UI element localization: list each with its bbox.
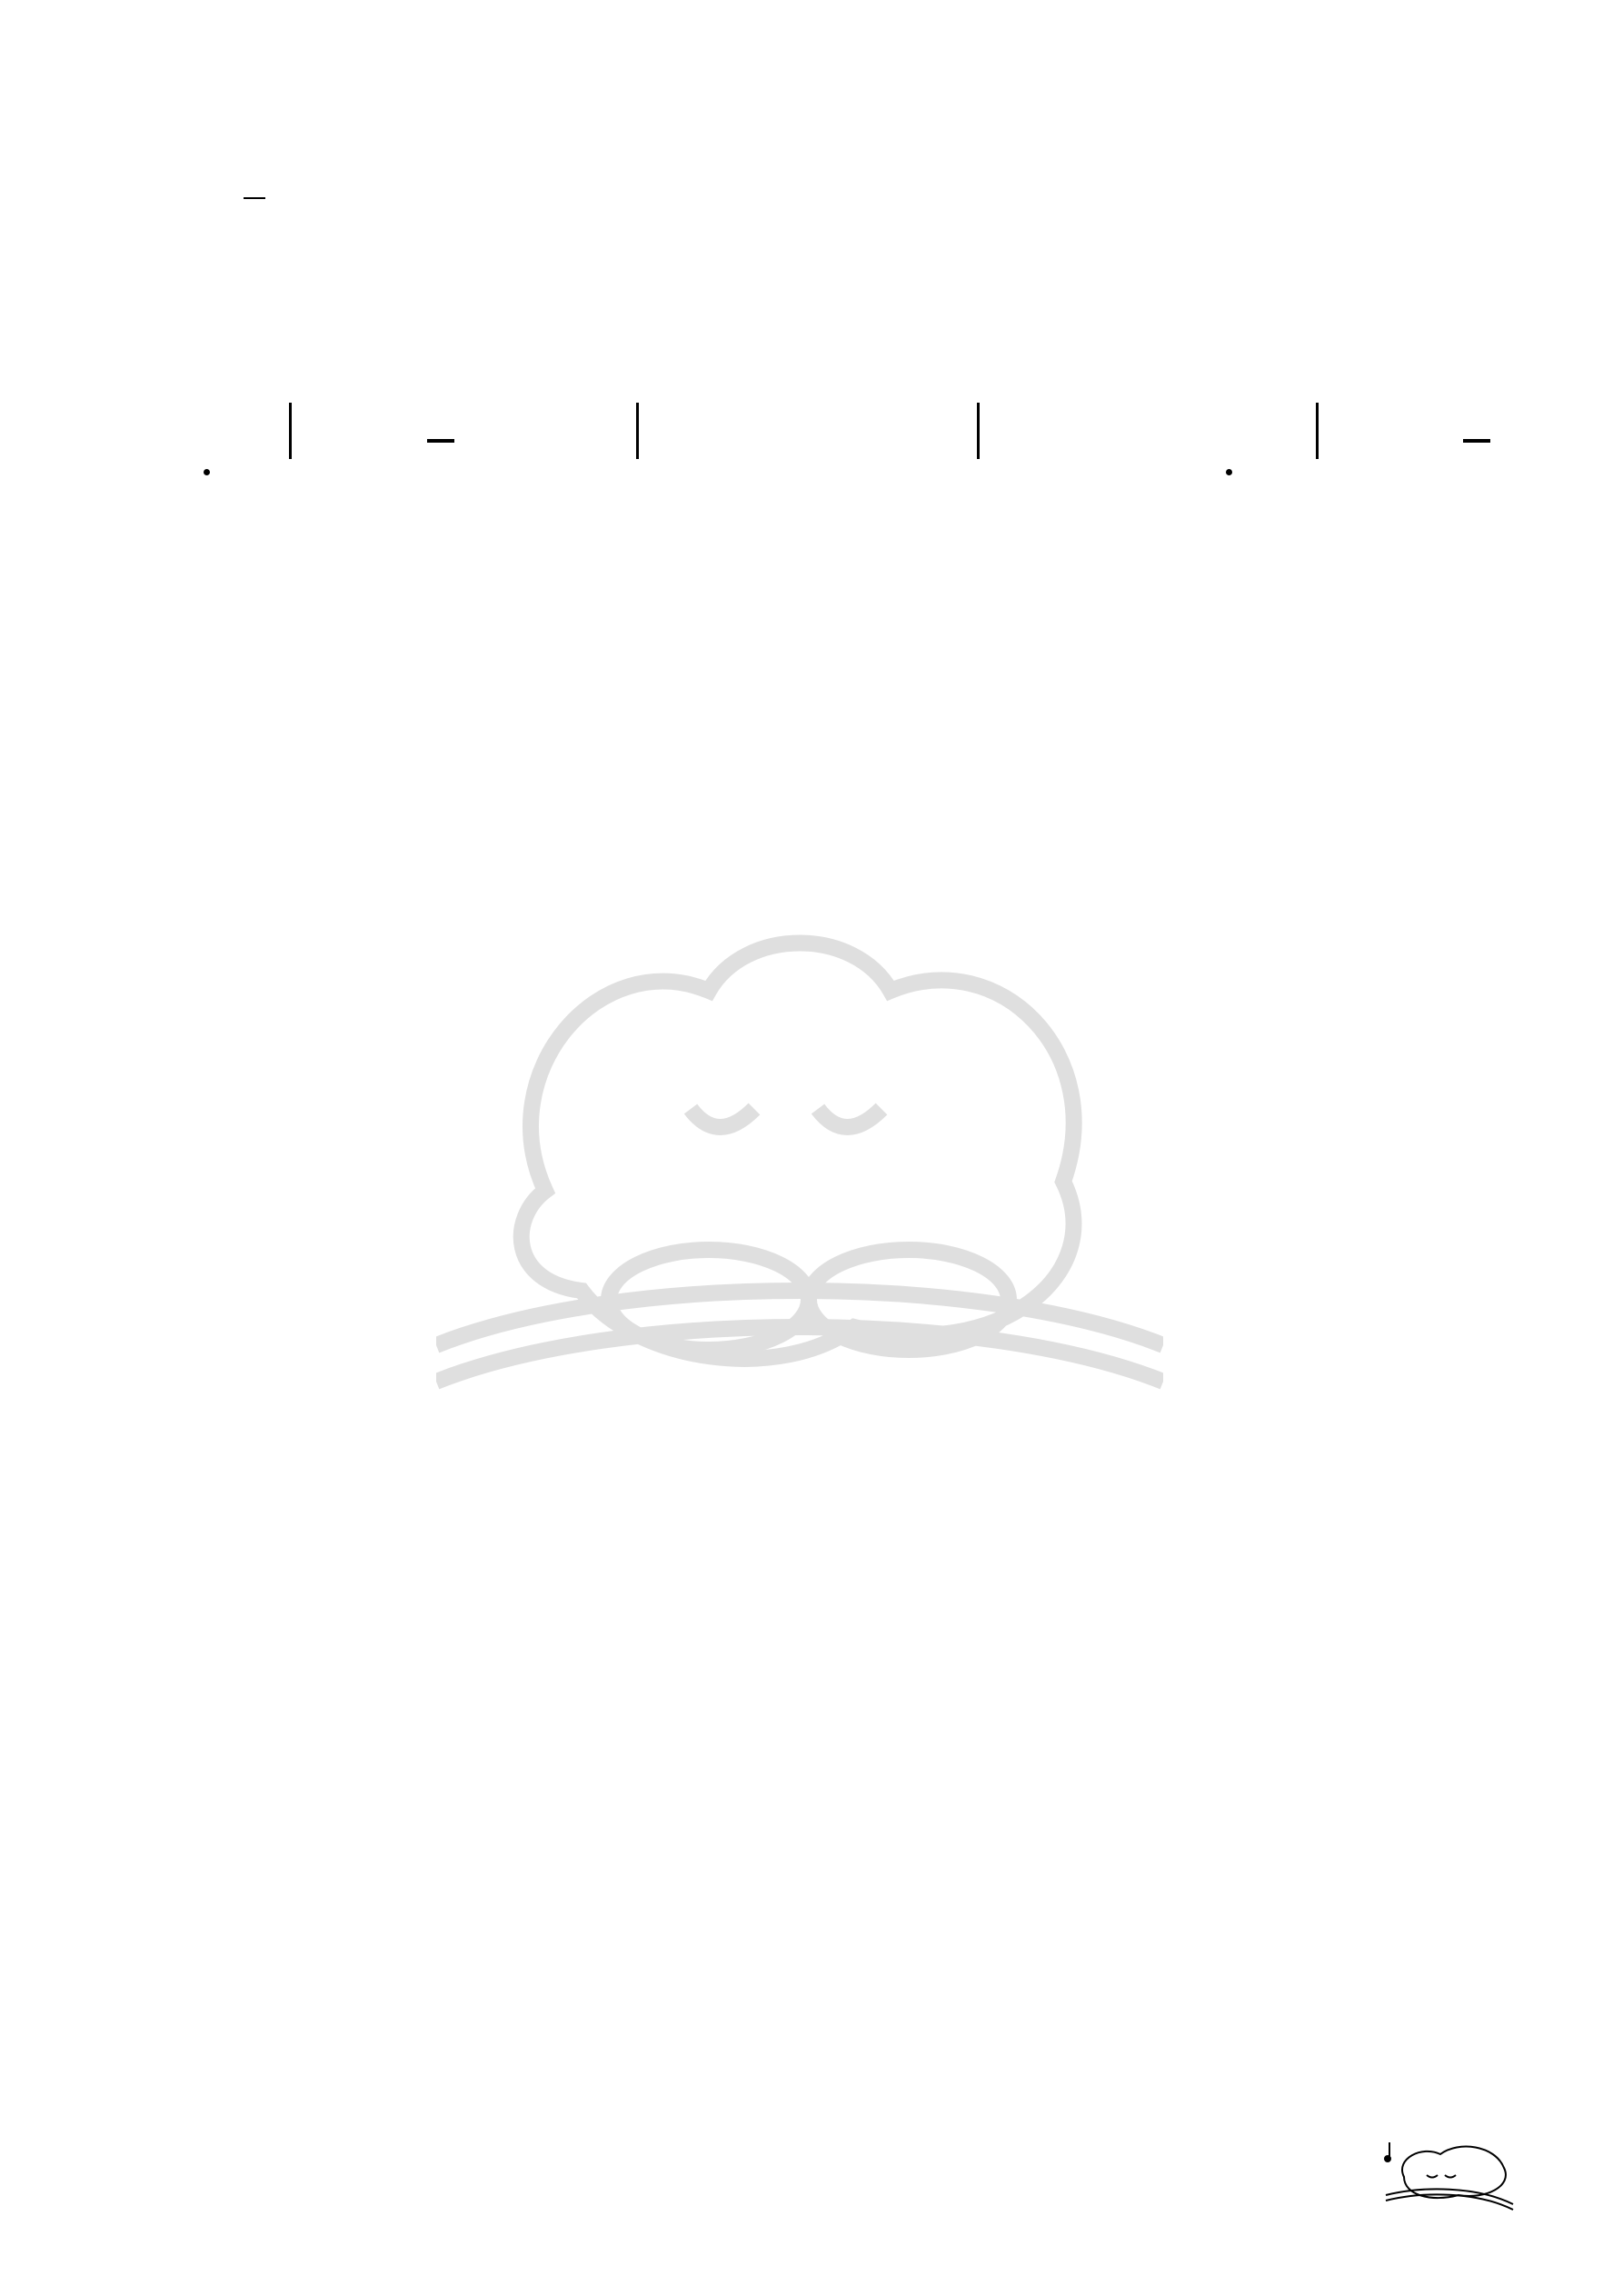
low-octave-dot [204, 469, 210, 475]
sustain-dash [427, 439, 454, 443]
barline [977, 403, 980, 459]
sheep-watermark-icon [436, 891, 1163, 1400]
sustain-dash [1463, 439, 1490, 443]
time-signature [244, 197, 265, 199]
low-octave-dot [1226, 469, 1232, 475]
barline [289, 403, 292, 459]
barline [636, 403, 639, 459]
lingqi-qingquan-logo-icon [1377, 2131, 1522, 2213]
barline [1316, 403, 1319, 459]
